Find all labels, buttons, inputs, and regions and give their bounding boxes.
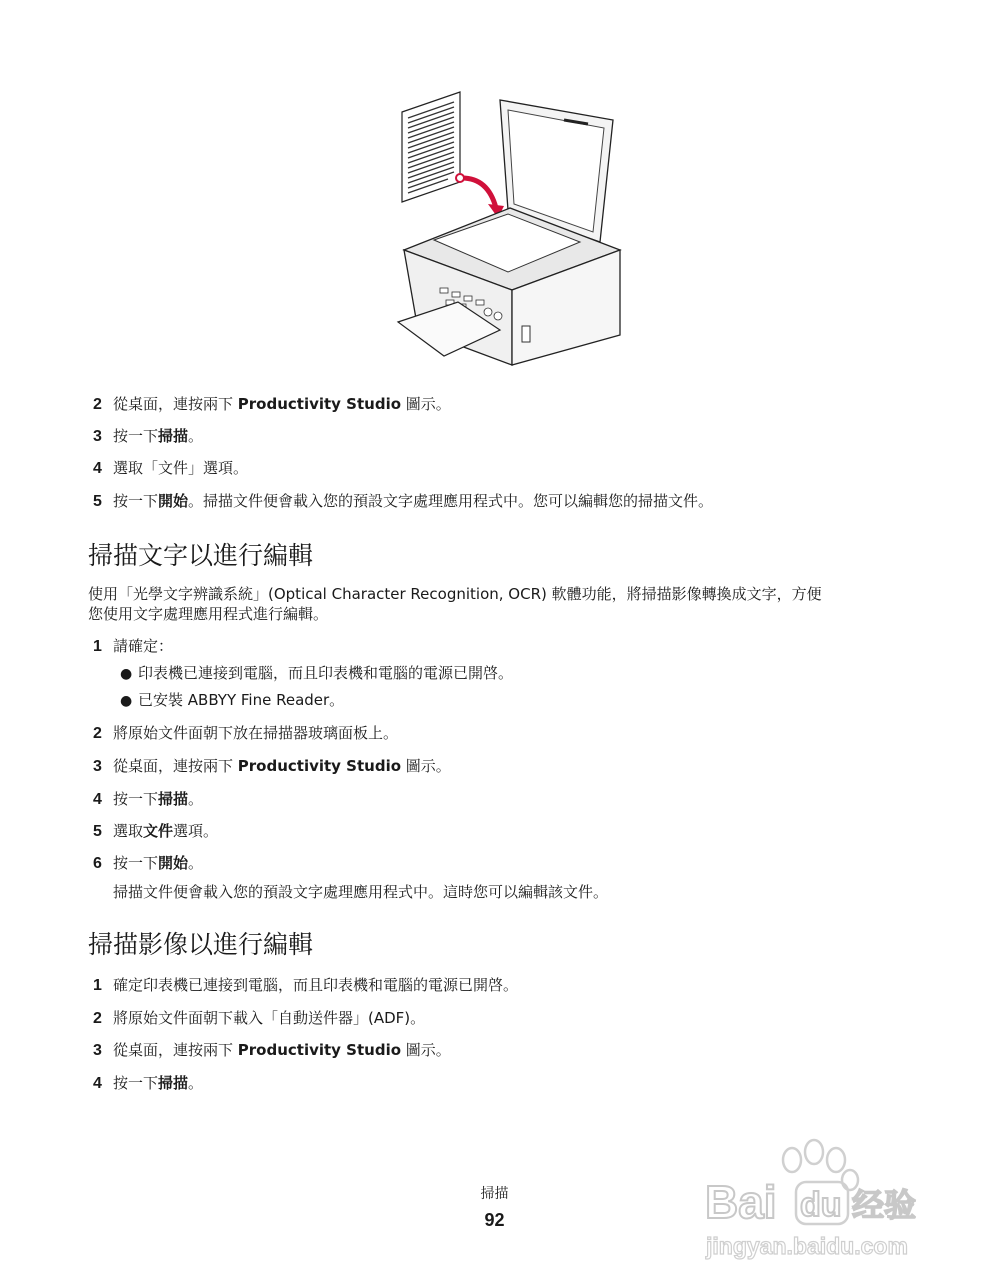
page-number: 92 — [484, 1210, 505, 1230]
baidu-watermark-logo — [700, 1130, 940, 1270]
step-item: 3 按一下掃描。 — [93, 427, 204, 445]
bullet-item: ● 已安裝 ABBYY Fine Reader。 — [120, 691, 345, 709]
step-item: 5 選取文件選項。 — [93, 822, 219, 840]
watermark-url: jingyan.baidu.com — [706, 1233, 908, 1259]
step-item: 5 按一下開始。掃描文件便會載入您的預設文字處理應用程式中。您可以編輯您的掃描文件。 — [93, 492, 714, 510]
intro-paragraph-line: 您使用文字處理應用程式進行編輯。 — [88, 605, 329, 623]
step-item: 2 將原始文件面朝下放在掃描器玻璃面板上。 — [93, 724, 399, 742]
footer-section-label: 掃描 — [480, 1186, 509, 1202]
watermark-jingyan: 经验 — [852, 1186, 917, 1224]
step-item: 3 從桌面，連按兩下 Productivity Studio 圖示。 — [93, 757, 451, 775]
section-heading: 掃描文字以進行編輯 — [88, 541, 314, 570]
step-item: 4 按一下掃描。 — [93, 790, 204, 808]
step-item: 2 將原始文件面朝下載入「自動送件器」(ADF)。 — [93, 1009, 426, 1027]
step-item: 6 按一下開始。 — [93, 854, 204, 872]
scanner-illustration — [388, 90, 630, 375]
watermark-du: du — [800, 1186, 842, 1224]
step-note: 掃描文件便會載入您的預設文字處理應用程式中。這時您可以編輯該文件。 — [113, 883, 609, 901]
red-arrow-icon — [456, 174, 504, 218]
section-heading: 掃描影像以進行編輯 — [88, 930, 314, 959]
step-item: 4 選取「文件」選項。 — [93, 459, 249, 477]
bullet-icon: ● — [120, 666, 133, 682]
step-item: 3 從桌面，連按兩下 Productivity Studio 圖示。 — [93, 1041, 451, 1059]
document-sheet-icon — [402, 92, 460, 202]
step-item: 1 請確定： — [93, 637, 174, 655]
bullet-icon: ● — [120, 693, 133, 709]
step-item: 4 按一下掃描。 — [93, 1074, 204, 1092]
bullet-item: ● 印表機已連接到電腦，而且印表機和電腦的電源已開啓。 — [120, 664, 514, 682]
step-item: 1 確定印表機已連接到電腦，而且印表機和電腦的電源已開啓。 — [93, 976, 519, 994]
step-item: 2 從桌面，連按兩下 Productivity Studio 圖示。 — [93, 395, 451, 413]
intro-paragraph-line: 使用「光學文字辨識系統」(Optical Character Recognition, OCR) 軟體功能，將掃描影像轉換成文字，方便 — [88, 585, 822, 603]
watermark-bai: Bai — [705, 1176, 777, 1228]
